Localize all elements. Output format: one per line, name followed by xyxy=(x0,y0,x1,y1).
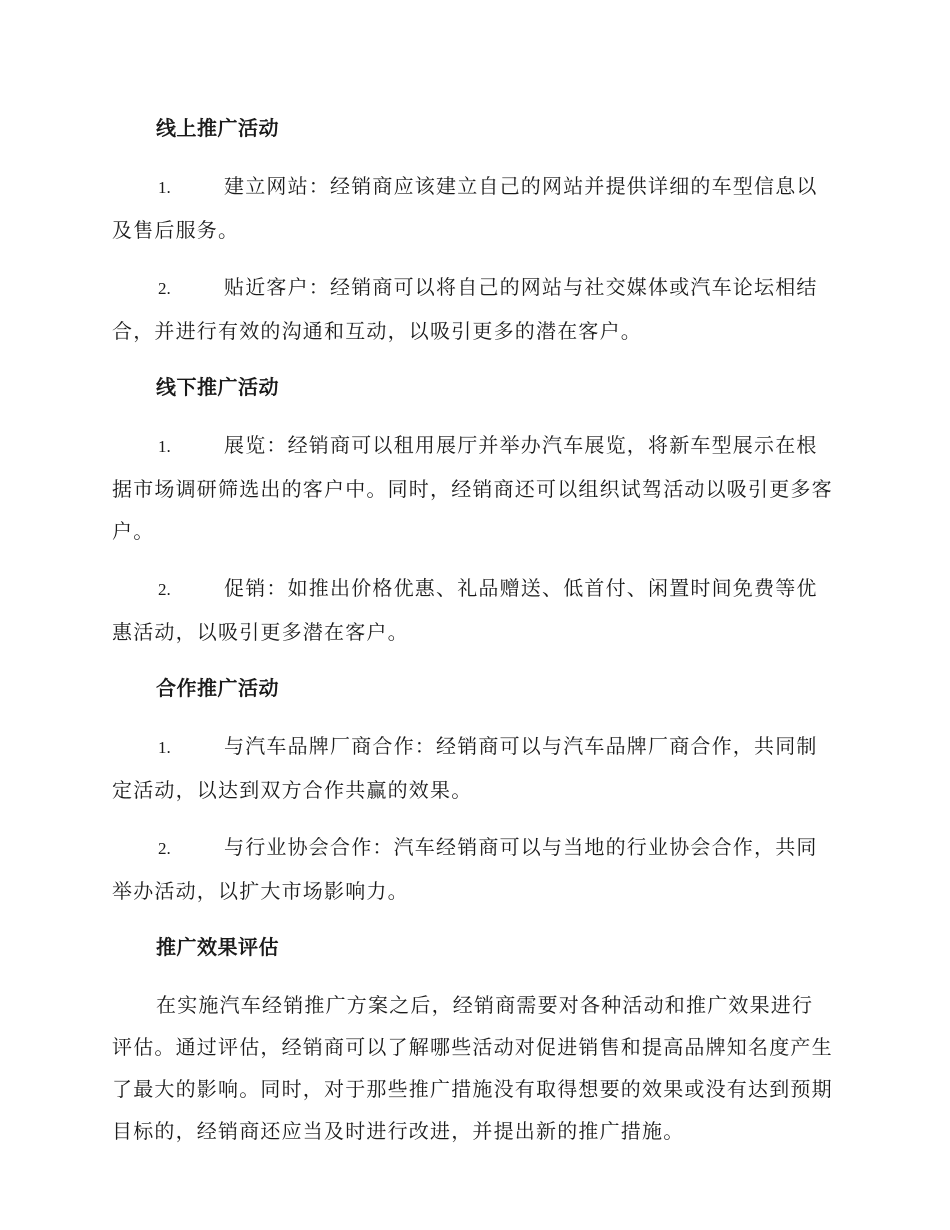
list-number: 1. xyxy=(158,437,171,456)
body-paragraph: 在实施汽车经销推广方案之后，经销商需要对各种活动和推广效果进行评估。通过评估，经销商可以了解哪些活动对促进销售和提高品牌知名度产生了最大的影响。同时，对于那些推广措施没有取得想要的效果或没有达到预期目标的，经销商还应当及时进行改进，并提出新的推广措施。 xyxy=(112,993,833,1143)
section-heading: 合作推广活动 xyxy=(156,676,279,700)
section-online xyxy=(112,108,834,352)
section-evaluation xyxy=(112,927,834,1152)
document-page xyxy=(112,108,834,1152)
list-item xyxy=(112,567,834,653)
section-cooperation xyxy=(112,668,834,912)
list-item-text: 与行业协会合作：汽车经销商可以与当地的行业协会合作，共同举办活动，以扩大市场影响力。 xyxy=(112,835,818,903)
list-item-text: 建立网站：经销商应该建立自己的网站并提供详细的车型信息以及售后服务。 xyxy=(112,174,818,242)
list-item xyxy=(112,424,834,552)
list-item xyxy=(112,826,834,912)
list-item-text: 与汽车品牌厂商合作：经销商可以与汽车品牌厂商合作，共同制定活动，以达到双方合作共赢的效果。 xyxy=(112,734,818,802)
list-item xyxy=(112,266,834,352)
section-offline xyxy=(112,367,834,653)
list-item-text: 促销：如推出价格优惠、礼品赠送、低首付、闲置时间免费等优惠活动，以吸引更多潜在客户。 xyxy=(112,576,818,644)
list-item xyxy=(112,165,834,251)
list-item xyxy=(112,725,834,811)
list-number: 1. xyxy=(158,178,171,197)
section-heading: 线下推广活动 xyxy=(156,375,279,399)
list-number: 1. xyxy=(158,738,171,757)
list-item-text: 贴近客户：经销商可以将自己的网站与社交媒体或汽车论坛相结合，并进行有效的沟通和互动，以吸引更多的潜在客户。 xyxy=(112,275,818,343)
list-number: 2. xyxy=(158,580,171,599)
section-heading: 线上推广活动 xyxy=(156,116,279,140)
section-heading: 推广效果评估 xyxy=(156,935,279,959)
list-item-text: 展览：经销商可以租用展厅并举办汽车展览，将新车型展示在根据市场调研筛选出的客户中。同时，经销商还可以组织试驾活动以吸引更多客户。 xyxy=(112,433,833,543)
list-number: 2. xyxy=(158,279,171,298)
list-number: 2. xyxy=(158,839,171,858)
